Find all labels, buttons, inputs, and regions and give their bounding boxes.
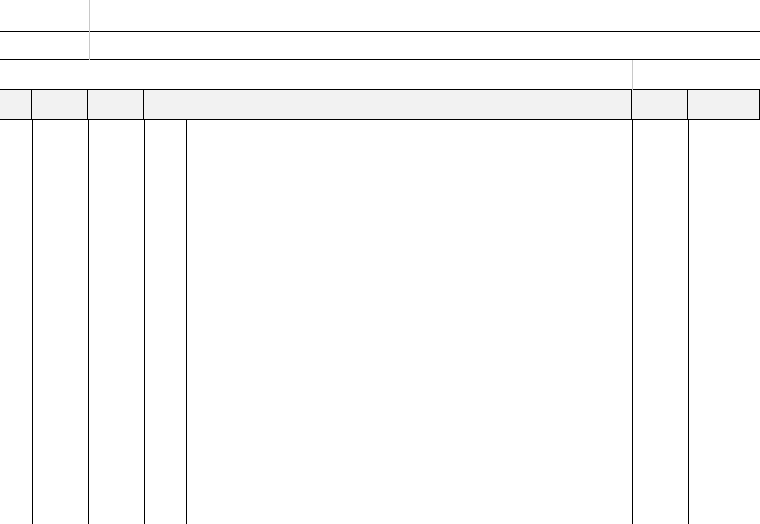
project-row — [0, 60, 760, 90]
header-note — [688, 90, 760, 120]
title-row — [0, 0, 760, 32]
header-seq — [0, 90, 32, 120]
table-header-row — [0, 90, 760, 120]
group-seq — [0, 120, 32, 524]
category-row — [0, 32, 760, 60]
group-item — [32, 120, 88, 524]
category-left-cell — [0, 32, 90, 60]
header-level — [88, 90, 144, 120]
header-item — [32, 90, 88, 120]
header-satisfied — [632, 90, 688, 120]
sheet-title — [90, 0, 760, 32]
title-left-cell — [0, 0, 90, 32]
header-content — [144, 90, 632, 120]
